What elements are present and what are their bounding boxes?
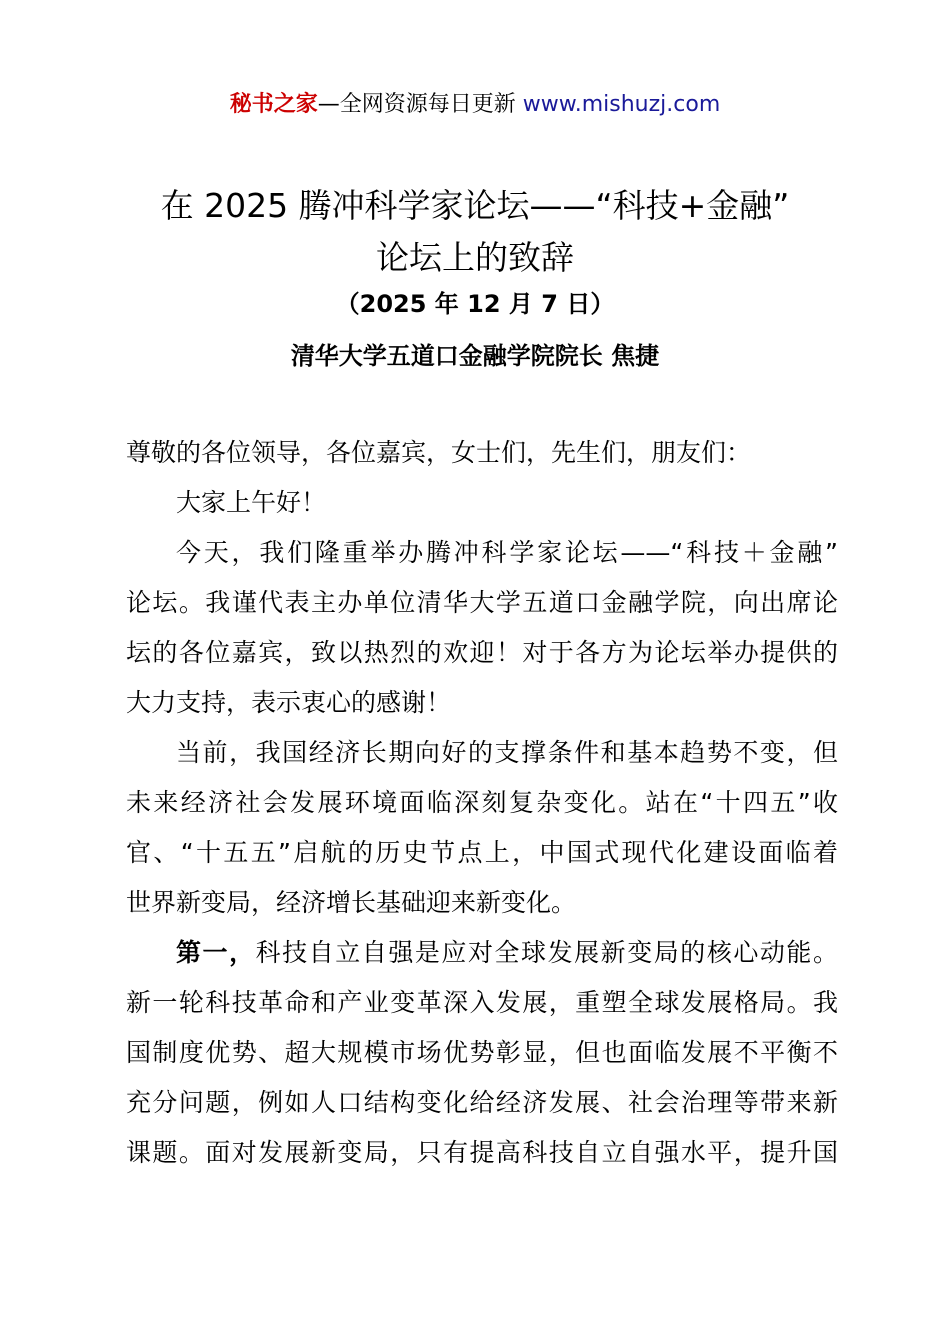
body-line-point-one: [126, 928, 838, 978]
greeting: 大家上午好！: [176, 488, 327, 517]
body-line: 未来经济社会发展环境面临深刻复杂变化。站在“十四五”收: [126, 788, 838, 817]
body-line: 坛的各位嘉宾，致以热烈的欢迎！对于各方为论坛举办提供的: [126, 638, 838, 667]
body-line: 官、“十五五”启航的历史节点上，中国式现代化建设面临着: [126, 838, 838, 867]
site-header: [0, 88, 950, 122]
body-line: 充分问题，例如人口结构变化给经济发展、社会治理等带来新: [126, 1088, 838, 1117]
speech-date: （2025 年 12 月 7 日）: [335, 290, 615, 318]
document-title: [60, 180, 890, 284]
title-line-2: 论坛上的致辞: [376, 238, 574, 277]
point-one-label: 第一，: [176, 938, 256, 967]
body-line: 论坛。我谨代表主办单位清华大学五道口金融学院，向出席论: [126, 588, 838, 617]
body-line: 大力支持，表示衷心的感谢！: [126, 688, 452, 717]
speech-author: 清华大学五道口金融学院院长 焦捷: [290, 342, 660, 370]
body-line: 新一轮科技革命和产业变革深入发展，重塑全球发展格局。我: [126, 988, 838, 1017]
body-line: 世界新变局，经济增长基础迎来新变化。: [126, 888, 577, 917]
site-url-link[interactable]: www.mishuzj.com: [522, 92, 721, 117]
title-line-1: 在 2025 腾冲科学家论坛——“科技+金融”: [160, 186, 790, 225]
point-one-text: 科技自立自强是应对全球发展新变局的核心动能。: [255, 938, 838, 967]
body-line: 课题。面对发展新变局，只有提高科技自立自强水平，提升国: [126, 1138, 838, 1167]
body-line: 今天，我们隆重举办腾冲科学家论坛——“科技＋金融”: [176, 538, 838, 567]
body-line: 当前，我国经济长期向好的支撑条件和基本趋势不变，但: [176, 738, 838, 767]
speech-body: [126, 428, 838, 1178]
header-tagline: —全网资源每日更新: [317, 92, 523, 117]
salutation: 尊敬的各位领导，各位嘉宾，女士们，先生们，朋友们：: [126, 438, 752, 467]
body-line: 国制度优势、超大规模市场优势彰显，但也面临发展不平衡不: [126, 1038, 838, 1067]
brand-name: 秘书之家: [229, 92, 318, 117]
